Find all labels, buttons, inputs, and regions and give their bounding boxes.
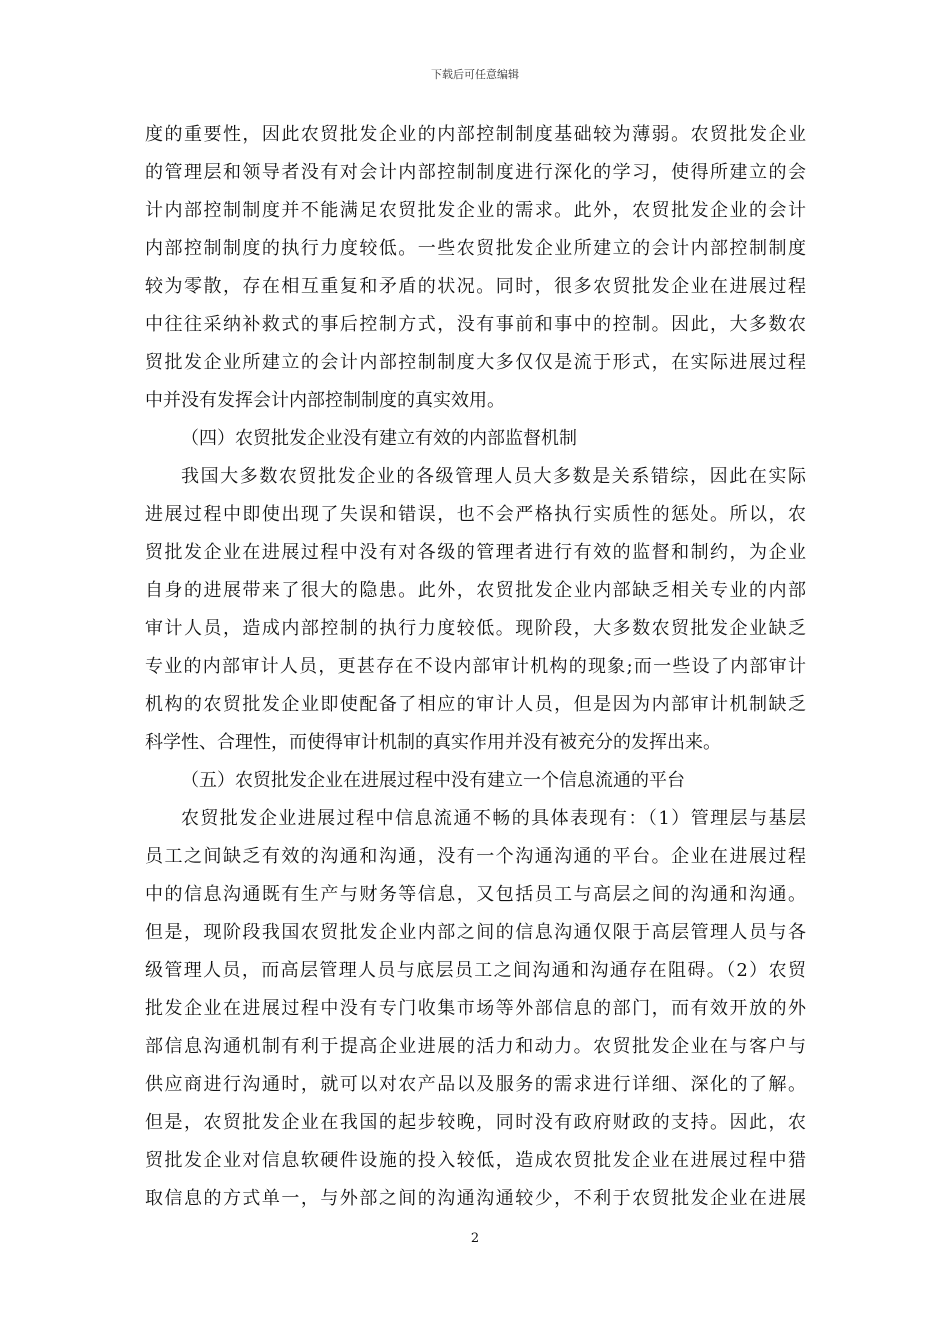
text-line: 员工之间缺乏有效的沟通和沟通，没有一个沟通沟通的平台。企业在进展过程 bbox=[145, 846, 806, 867]
text-line: 我国大多数农贸批发企业的各级管理人员大多数是关系错综，因此在实际 bbox=[181, 466, 806, 487]
text-line: 农贸批发企业进展过程中信息流通不畅的具体表现有：（1）管理层与基层 bbox=[181, 808, 806, 829]
text-line: 专业的内部审计人员，更甚存在不设内部审计机构的现象;而一些设了内部审计 bbox=[145, 656, 806, 677]
text-line: 计内部控制制度并不能满足农贸批发企业的需求。此外，农贸批发企业的会计 bbox=[145, 200, 806, 221]
text-line: 中并没有发挥会计内部控制制度的真实效用。 bbox=[145, 390, 505, 411]
text-line: 的管理层和领导者没有对会计内部控制制度进行深化的学习，使得所建立的会 bbox=[145, 162, 806, 183]
page-number: 2 bbox=[470, 1231, 480, 1246]
section-heading: （五）农贸批发企业在进展过程中没有建立一个信息流通的平台 bbox=[181, 770, 685, 791]
text-line: 机构的农贸批发企业即使配备了相应的审计人员，但是因为内部审计机制缺乏 bbox=[145, 694, 806, 715]
text-line: 级管理人员，而高层管理人员与底层员工之间沟通和沟通存在阻碍。（2）农贸 bbox=[145, 960, 806, 981]
text-line: 中往往采纳补救式的事后控制方式，没有事前和事中的控制。因此，大多数农 bbox=[145, 314, 806, 335]
text-line: 部信息沟通机制有利于提高企业进展的活力和动力。农贸批发企业在与客户与 bbox=[145, 1036, 806, 1057]
text-line: 审计人员，造成内部控制的执行力度较低。现阶段，大多数农贸批发企业缺乏 bbox=[145, 618, 806, 639]
text-line: 取信息的方式单一，与外部之间的沟通沟通较少，不利于农贸批发企业在进展 bbox=[145, 1188, 806, 1209]
text-line: 贸批发企业对信息软硬件设施的投入较低，造成农贸批发企业在进展过程中猎 bbox=[145, 1150, 806, 1171]
text-line: 贸批发企业所建立的会计内部控制制度大多仅仅是流于形式，在实际进展过程 bbox=[145, 352, 806, 373]
text-line: 较为零散，存在相互重复和矛盾的状况。同时，很多农贸批发企业在进展过程 bbox=[145, 276, 806, 297]
section-heading: （四）农贸批发企业没有建立有效的内部监督机制 bbox=[181, 428, 577, 449]
text-line: 度的重要性，因此农贸批发企业的内部控制制度基础较为薄弱。农贸批发企业 bbox=[145, 124, 806, 145]
text-line: 自身的进展带来了很大的隐患。此外，农贸批发企业内部缺乏相关专业的内部 bbox=[145, 580, 806, 601]
text-line: 进展过程中即使出现了失误和错误，也不会严格执行实质性的惩处。所以，农 bbox=[145, 504, 806, 525]
text-line: 但是，农贸批发企业在我国的起步较晚，同时没有政府财政的支持。因此，农 bbox=[145, 1112, 806, 1133]
text-line: 供应商进行沟通时，就可以对农产品以及服务的需求进行详细、深化的了解。 bbox=[145, 1074, 806, 1095]
text-line: 中的信息沟通既有生产与财务等信息，又包括员工与高层之间的沟通和沟通。 bbox=[145, 884, 806, 905]
text-line: 科学性、合理性，而使得审计机制的真实作用并没有被充分的发挥出来。 bbox=[145, 732, 721, 753]
page-header: 下载后可任意编辑 bbox=[431, 68, 519, 81]
text-line: 内部控制制度的执行力度较低。一些农贸批发企业所建立的会计内部控制制度 bbox=[145, 238, 806, 259]
text-line: 批发企业在进展过程中没有专门收集市场等外部信息的部门，而有效开放的外 bbox=[145, 998, 806, 1019]
text-line: 贸批发企业在进展过程中没有对各级的管理者进行有效的监督和制约，为企业 bbox=[145, 542, 806, 563]
text-line: 但是，现阶段我国农贸批发企业内部之间的信息沟通仅限于高层管理人员与各 bbox=[145, 922, 806, 943]
